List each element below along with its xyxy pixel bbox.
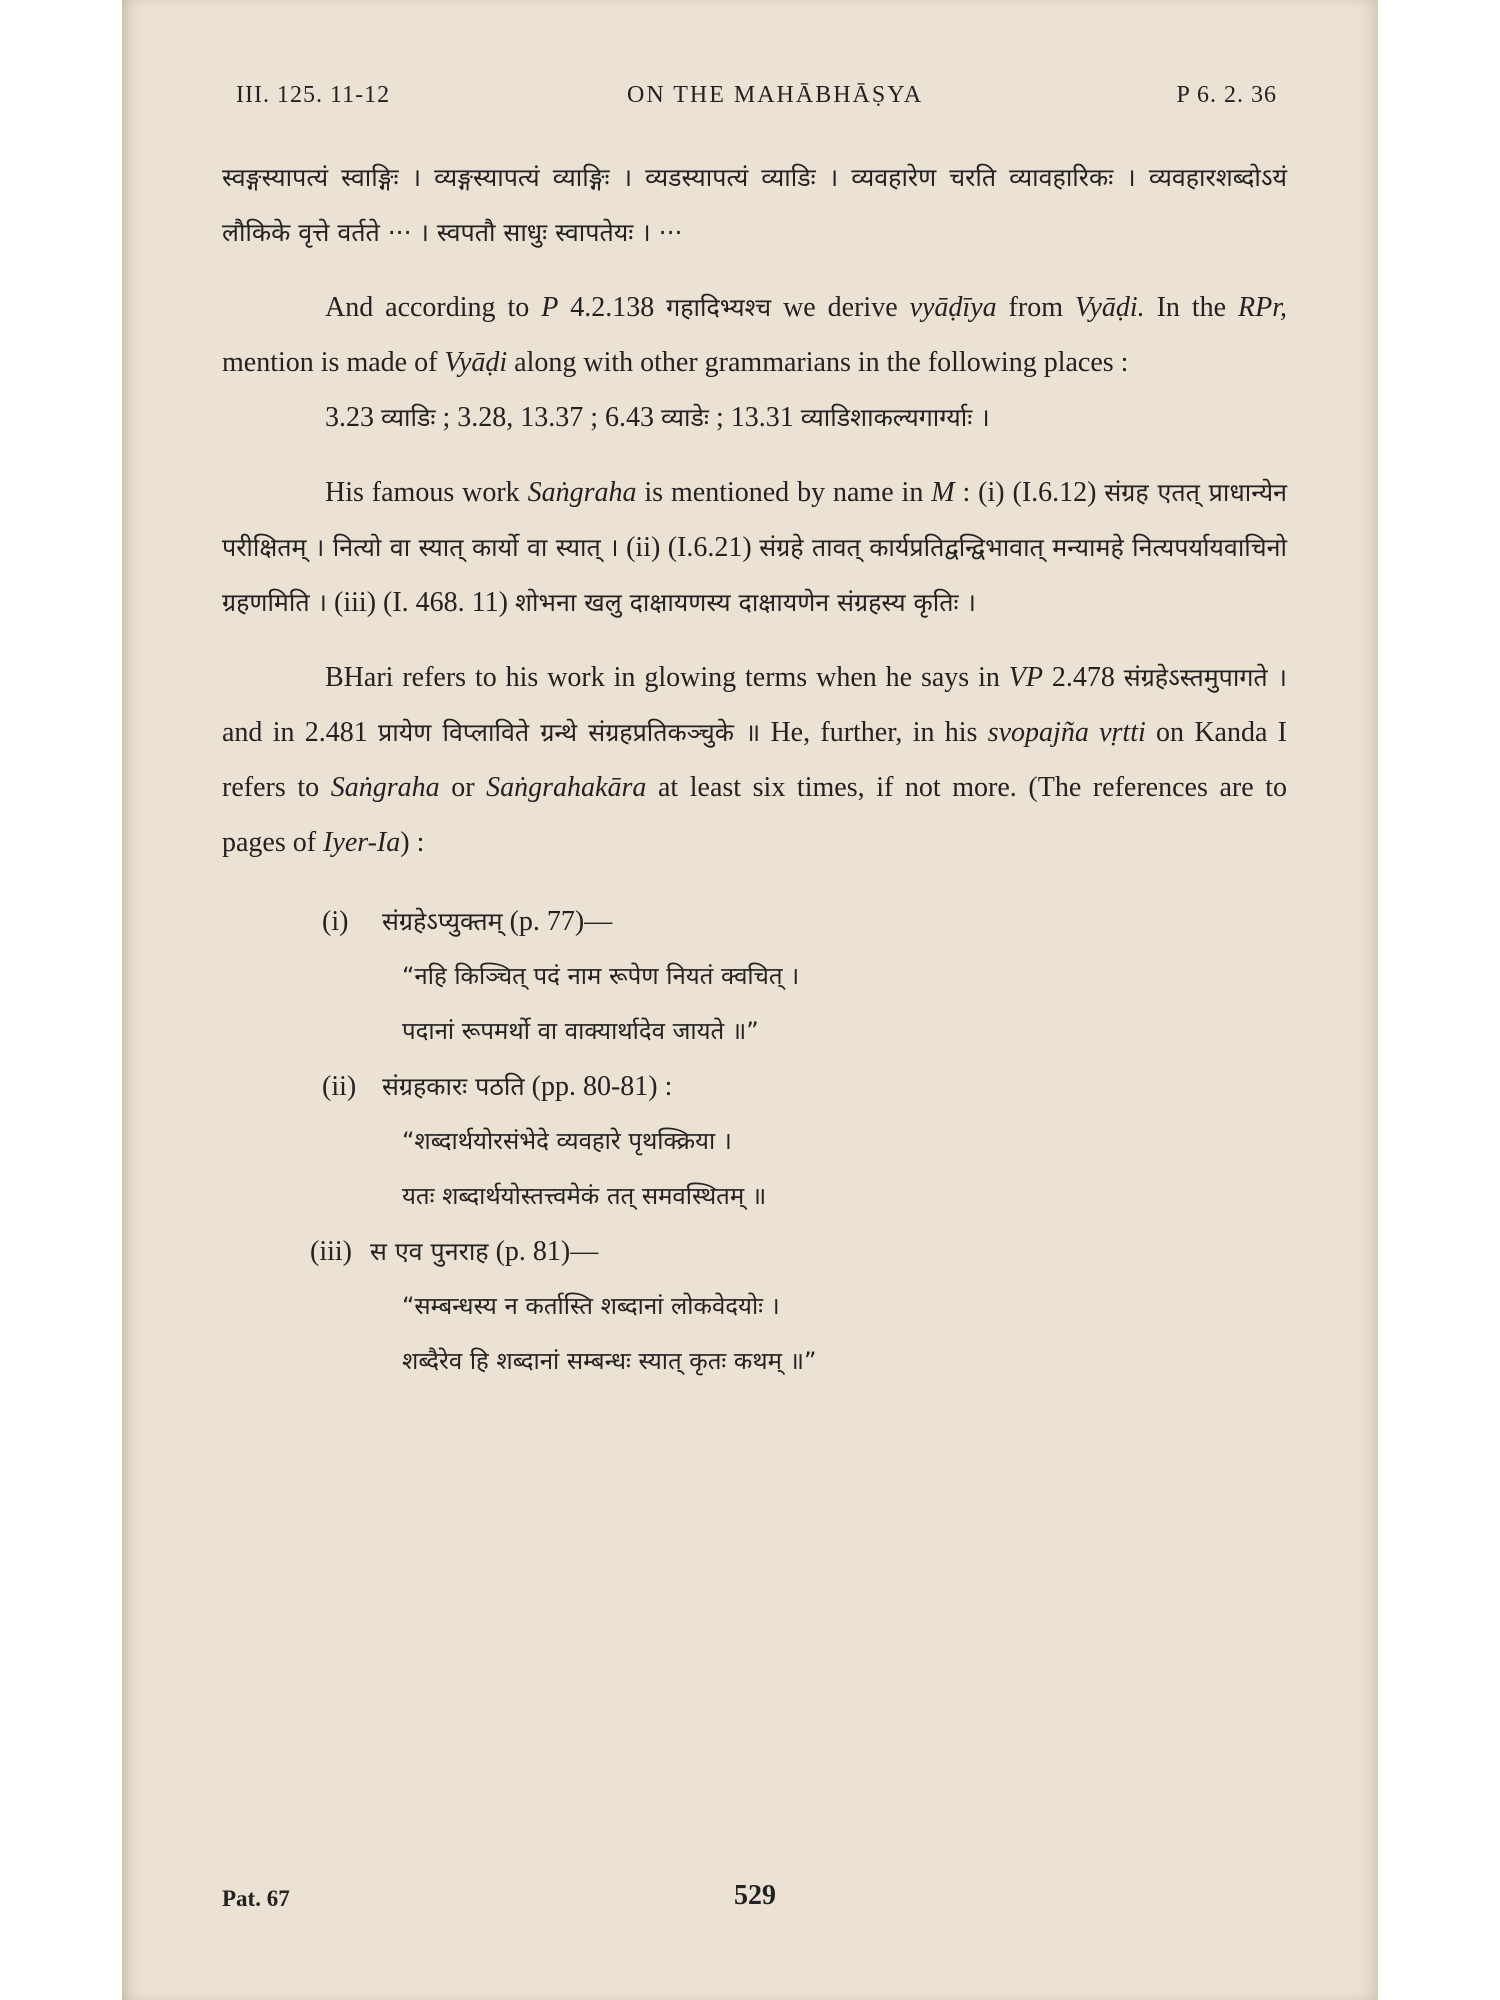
para1-text: In the xyxy=(1144,292,1239,323)
quotation-item xyxy=(222,894,1287,949)
quotation-item xyxy=(222,1059,1287,1114)
para3-text: 2.478 xyxy=(1043,662,1124,693)
para3-sanskrit: संग्रहेऽस्तमुपागते । xyxy=(1123,663,1287,692)
para3-text: at least six times, if not more. (The references are to pages of xyxy=(222,772,1287,858)
para2-text: M xyxy=(931,477,955,508)
refs-sanskrit: व्याडेः xyxy=(661,403,709,432)
para2-text: Saṅgraha xyxy=(527,477,637,508)
item-marker: (iii) xyxy=(310,1236,352,1267)
item-page-ref: (pp. 80-81) : xyxy=(524,1071,673,1102)
para3-text: Saṅgraha xyxy=(330,772,440,803)
para3-text: VP xyxy=(1008,662,1043,693)
para3-text: or xyxy=(439,772,487,803)
verse-line: “शब्दार्थयोरसंभेदे व्यवहारे पृथक्क्रिया । xyxy=(402,1127,732,1155)
para3-text: Iyer-Ia xyxy=(323,827,401,858)
para1-text: along with other grammarians in the following places : xyxy=(507,347,1129,378)
item-page-ref: (p. 77)— xyxy=(502,906,613,937)
item-heading: संग्रहेऽप्युक्तम् xyxy=(382,907,503,936)
paragraph-sangraha xyxy=(222,465,1287,630)
para2-text: is mentioned by name in xyxy=(636,477,932,508)
page-number: 529 xyxy=(734,1880,776,1911)
header-reference-left: III. 125. 11-12 xyxy=(236,82,391,108)
para1-text: 4.2.138 xyxy=(558,292,667,323)
refs-text: ; 3.28, 13.37 ; 6.43 xyxy=(435,402,661,433)
para2-text: (iii) (I. 468. 11) xyxy=(327,587,515,618)
para3-text: svopajña vṛtti xyxy=(987,717,1146,748)
body-text xyxy=(222,150,1287,1389)
quotation-list xyxy=(222,894,1287,1389)
verse-line: पदानां रूपमर्थो वा वाक्यार्थादेव जायते ॥” xyxy=(402,1017,759,1045)
header-title: ON THE MAHĀBHĀṢYA xyxy=(627,82,924,108)
para2-sanskrit: संग्रह एतत् प्राधान्येन परीक्षितम् । नित्यो वा स्यात् कार्यो वा स्यात् । xyxy=(222,478,1287,562)
para3-text: Saṅgrahakāra xyxy=(486,772,647,803)
para1-text: mention is made of xyxy=(222,347,445,378)
para1-text: RPr, xyxy=(1238,292,1288,323)
refs-sanskrit: व्याडिः xyxy=(381,403,436,432)
verse-line: यतः शब्दार्थयोस्तत्त्वमेकं तत् समवस्थितम् ॥ xyxy=(402,1182,767,1210)
para3-text: and in 2.481 xyxy=(222,717,379,748)
para2-text: His famous work xyxy=(325,477,528,508)
para2-text: : (i) (I.6.12) xyxy=(954,477,1105,508)
page-footer xyxy=(222,1880,1287,1916)
document-page xyxy=(222,0,1287,2000)
para3-sanskrit: प्रायेण विप्लाविते ग्रन्थे संग्रहप्रतिकञ्चुके ॥ xyxy=(378,718,761,747)
para1-text: Vyāḍi. xyxy=(1074,292,1145,323)
para1-text: vyāḍīya xyxy=(909,292,997,323)
sanskrit-passage: स्वङ्गस्यापत्यं स्वाङ्गिः । व्यङ्गस्यापत्यं व्याङ्गिः । व्यडस्यापत्यं व्याडिः । व्यवहारेण चरति व्यावहारिकः । व्यवहारशब्दोऽयं लौकिके वृत्ते वर्तते ··· । स्वपतौ साधुः स्वापतेयः । ··· xyxy=(222,163,1287,247)
para1-text: P xyxy=(541,292,559,323)
item-marker: (i) xyxy=(322,906,349,937)
para1-text: we derive xyxy=(771,292,910,323)
para2-text: (ii) (I.6.21) xyxy=(618,532,760,563)
para3-text: on Kanda I refers to xyxy=(222,717,1287,803)
running-header xyxy=(222,82,1287,112)
para1-text: And according to xyxy=(325,292,542,323)
para1-sanskrit: गहादिभ्यश्च xyxy=(666,293,772,322)
item-heading: संग्रहकारः पठति xyxy=(382,1072,525,1101)
header-reference-right: P 6. 2. 36 xyxy=(1176,82,1277,108)
refs-text: 3.23 xyxy=(325,402,381,433)
item-heading: स एव पुनराह xyxy=(370,1237,489,1266)
para3-text: BHari refers to his work in glowing terms when he says in xyxy=(325,662,1009,693)
paragraph-bhartrhari xyxy=(222,650,1287,870)
verse-line: शब्दैरेव हि शब्दानां सम्बन्धः स्यात् कृतः कथम् ॥” xyxy=(402,1347,817,1375)
quotation-item xyxy=(222,1224,1287,1279)
verse-line: “नहि किञ्चित् पदं नाम रूपेण नियतं क्वचित् । xyxy=(402,962,800,990)
item-marker: (ii) xyxy=(322,1071,357,1102)
paragraph-derivation xyxy=(222,280,1287,390)
para1-text: from xyxy=(996,292,1075,323)
para3-text: He, further, in his xyxy=(760,717,988,748)
signature-mark: Pat. 67 xyxy=(222,1886,290,1911)
para3-text: ) : xyxy=(400,827,425,858)
para1-text: Vyāḍi xyxy=(444,347,508,378)
para2-sanskrit: संग्रहे तावत् कार्यप्रतिद्वन्द्विभावात् मन्यामहे नित्यपर्यायवाचिनो ग्रहणमिति । xyxy=(222,533,1287,617)
references-list xyxy=(222,390,1287,445)
para2-sanskrit: शोभना खलु दाक्षायणस्य दाक्षायणेन संग्रहस्य कृतिः । xyxy=(514,588,976,617)
verse-line: “सम्बन्धस्य न कर्तास्ति शब्दानां लोकवेदयोः । xyxy=(402,1292,780,1320)
refs-sanskrit: व्याडिशाकल्यगार्ग्याः । xyxy=(800,403,990,432)
item-page-ref: (p. 81)— xyxy=(488,1236,599,1267)
refs-text: ; 13.31 xyxy=(708,402,801,433)
